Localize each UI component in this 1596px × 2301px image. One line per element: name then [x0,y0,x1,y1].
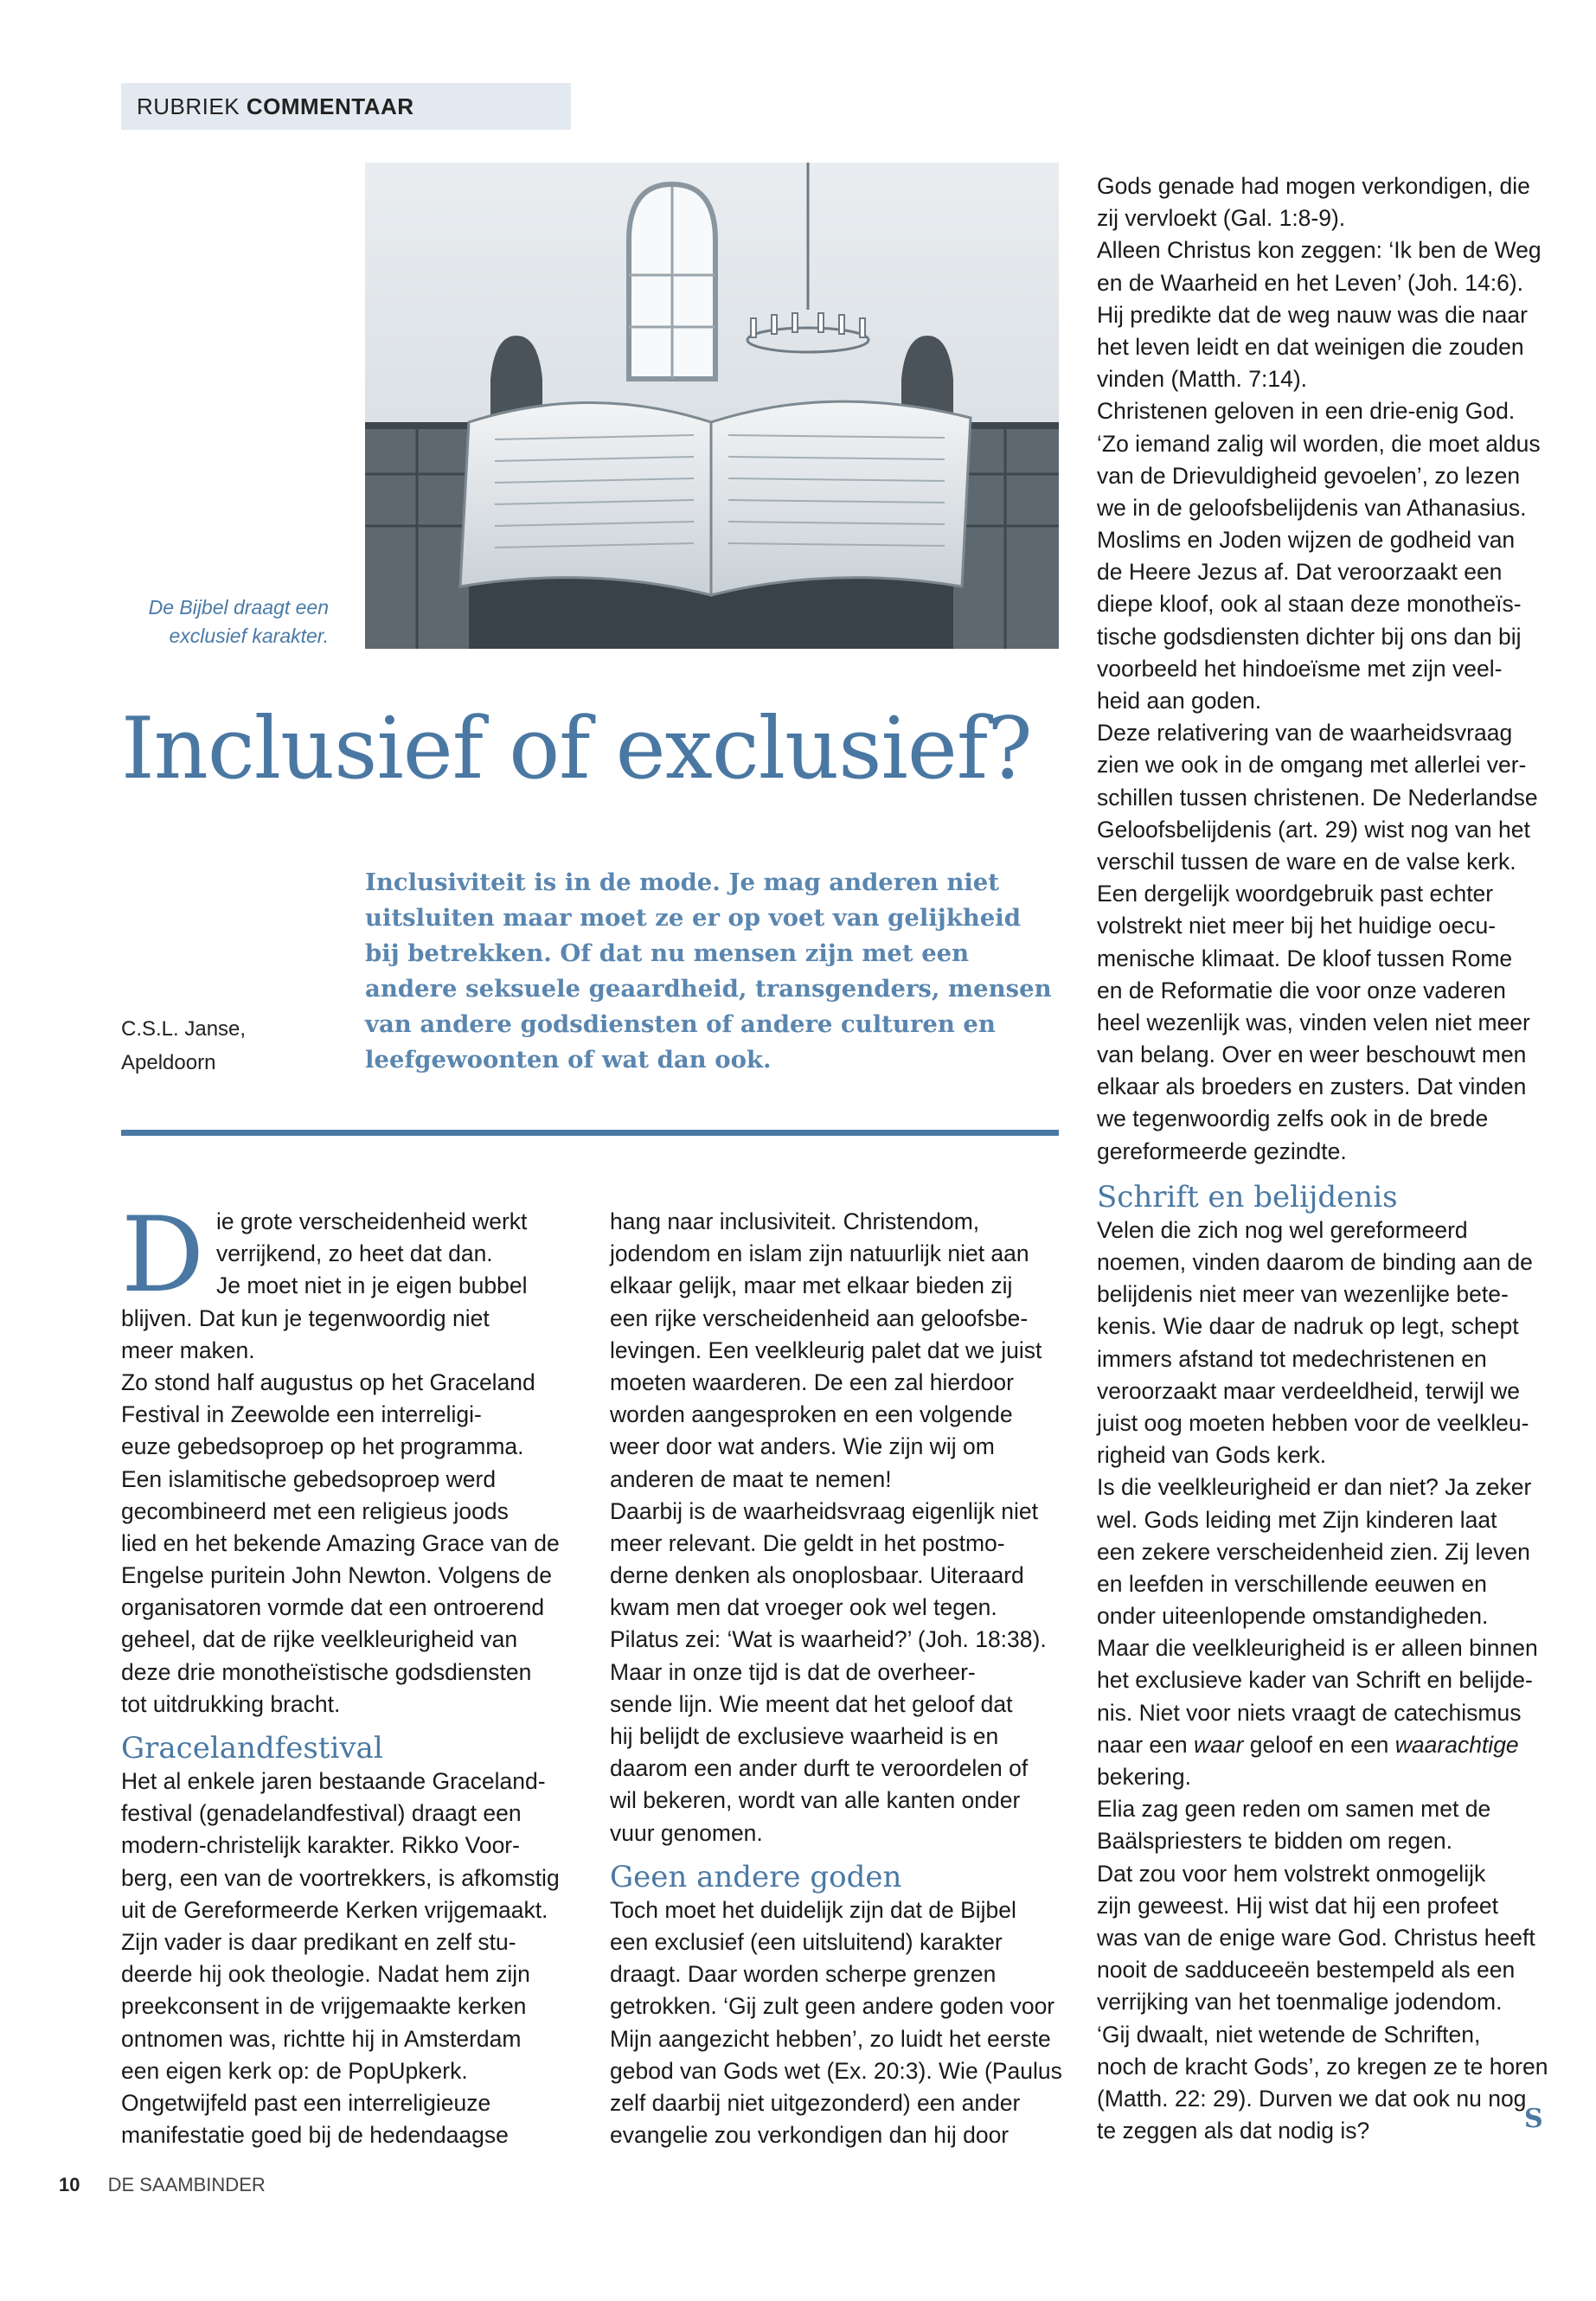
text-line: heid aan goden. [1097,688,1262,714]
text-line: Engelse puritein John Newton. Volgens de [121,1562,552,1589]
text-line: righeid van Gods kerk. [1097,1442,1327,1469]
text-line-italic [1097,1729,1547,1761]
paragraph-block [610,1206,1060,1849]
paragraph-block [121,1303,571,1721]
text-line: voorbeeld het hindoeïsme met zijn veel- [1097,655,1503,682]
caption-line: De Bijbel draagt een [148,596,329,619]
text-line: Geloofsbelijdenis (art. 29) wist nog van het [1097,816,1530,843]
text-line: en de Reformatie die voor onze vaderen [1097,977,1506,1003]
text-line: Moslims en Joden wijzen de godheid van [1097,527,1516,554]
text-line: derne denken als onoplosbaar. Uiteraard [610,1562,1024,1589]
text-fragment: naar een [1097,1731,1194,1758]
text-line: manifestatie goed bij de hedendaagse [121,2122,509,2149]
author-city: Apeldoorn [121,1051,216,1074]
lead-line: andere seksuele geaardheid, transgenders, mensen [365,975,1052,1003]
text-line: kenis. Wie daar de nadruk op legt, schept [1097,1313,1519,1340]
text-line: Toch moet het duidelijk zijn dat de Bijbel [610,1896,1016,1923]
text-line: Zo stond half augustus op het Graceland [121,1368,535,1395]
text-line: wel. Gods leiding met Zijn kinderen laat [1097,1506,1497,1533]
text-line: daarom een ander durft te veroordelen of [610,1755,1029,1782]
text-line: een zekere verscheidenheid zien. Zij leven [1097,1538,1530,1565]
text-line: deerde hij ook theologie. Nadat hem zijn [121,1961,530,1988]
subheading-schrift-en-belijdenis: Schrift en belijdenis [1097,1179,1398,1215]
text-line: geheel, dat de rijke veelkleurigheid van [121,1626,518,1653]
text-line: Daarbij is de waarheidsvraag eigenlijk niet [610,1497,1038,1524]
subheading-geen-andere-goden: Geen andere goden [610,1859,902,1894]
text-line: Baälspriesters te bidden om regen. [1097,1828,1452,1855]
text-line: kwam men dat vroeger ook wel tegen. [610,1594,997,1621]
column-2 [610,1206,1060,2151]
text-line: een eigen kerk op: de PopUpkerk. [121,2057,468,2084]
text-line: vuur genomen. [610,1819,763,1846]
text-line: Gods genade had mogen verkondigen, die [1097,173,1530,199]
author-name: C.S.L. Janse, [121,1017,247,1041]
text-line: schillen tussen christenen. De Nederlandse [1097,784,1538,811]
emphasis: waar [1193,1731,1244,1758]
section-label [121,83,571,130]
text-line: het leven leidt en dat weinigen die zouden [1097,333,1524,360]
text-line: hang naar inclusiviteit. Christendom, [610,1208,980,1234]
text-line: de Heere Jezus af. Dat veroorzaakt een [1097,559,1503,586]
text-line: uit de Gereformeerde Kerken vrijgemaakt. [121,1896,548,1923]
drop-cap: D [121,1195,205,1316]
lead-line: leefgewoonten of wat dan ook. [365,1046,772,1074]
divider-rule [121,1130,1059,1136]
text-line: verrijkend, zo heet dat dan. [216,1240,493,1267]
text-line: organisatoren vormde dat een ontroerend [121,1594,545,1621]
text-line: sende lijn. Wie meent dat het geloof dat [610,1690,1013,1717]
text-line: zelf daarbij niet uitgezonderd) een ander [610,2089,1021,2116]
text-line: onder uiteenlopende omstandigheden. [1097,1603,1489,1630]
paragraph-block [1097,1215,1547,1729]
text-line: deze drie monotheïstische godsdiensten [121,1658,532,1685]
text-line: we tegenwoordig zelfs ook in de brede [1097,1106,1489,1132]
text-line: Elia zag geen reden om samen met de [1097,1796,1491,1823]
text-line: ‘Gij dwaalt, niet wetende de Schriften, [1097,2021,1481,2048]
text-line: zijn geweest. Hij wist dat hij een profeet [1097,1892,1498,1919]
text-line: vinden (Matth. 7:14). [1097,366,1308,393]
text-line: bekering. [1097,1764,1192,1790]
text-line: Is die veelkleurigheid er dan niet? Ja zeker [1097,1474,1532,1501]
text-line: diepe kloof, ook al staan deze monotheïs- [1097,591,1522,618]
text-fragment: geloof en een [1243,1731,1395,1758]
text-line: worden aangesproken en een volgende [610,1401,1013,1428]
text-line: Een islamitische gebedsoproep werd [121,1465,497,1492]
lead-line: uitsluiten maar moet ze er op voet van gelijkheid [365,904,1021,932]
text-line: Festival in Zeewolde een interreligi- [121,1401,482,1428]
text-line: Maar in onze tijd is dat de overheer- [610,1658,976,1685]
text-line: blijven. Dat kun je tegenwoordig niet [121,1304,490,1331]
text-line: meer maken. [121,1336,255,1363]
rubriek-label: RUBRIEK [137,93,240,119]
text-line: hij belijdt de exclusieve waarheid is en [610,1723,999,1749]
page-footer [59,2174,266,2196]
paragraph-block [1097,1761,1547,2147]
text-line: ontnomen was, richtte hij in Amsterdam [121,2025,522,2052]
text-line: anderen de maat te nemen! [610,1465,892,1492]
caption-line: exclusief karakter. [169,625,329,647]
text-line: modern-christelijk karakter. Rikko Voor- [121,1832,520,1859]
text-line: ie grote verscheidenheid werkt [216,1208,528,1234]
text-line: tische godsdiensten dichter bij ons dan bij [1097,623,1522,650]
text-line: Je moet niet in je eigen bubbel [216,1272,528,1299]
end-mark: S [1524,2104,1543,2134]
text-line: en leefden in verschillende eeuwen en [1097,1570,1487,1597]
text-line: een exclusief (een uitsluitend) karakter [610,1928,1003,1955]
author-byline [121,1012,246,1080]
text-line: draagt. Daar worden scherpe grenzen [610,1961,997,1988]
text-line: zien we ook in de omgang met allerlei ver- [1097,752,1527,779]
text-line: gereformeerde gezindte. [1097,1138,1347,1164]
text-line: meer relevant. Die geldt in het postmo- [610,1529,1005,1556]
paragraph-block [610,1894,1060,2152]
paragraph-block [121,1766,571,2151]
text-line: volstrekt niet meer bij het huidige oecu- [1097,913,1497,939]
text-line: tot uitdrukking bracht. [121,1690,341,1717]
text-line: Dat zou voor hem volstrekt onmogelijk [1097,1860,1486,1887]
text-line: nis. Niet voor niets vraagt de catechismus [1097,1699,1522,1726]
text-line: getrokken. ‘Gij zult geen andere goden voor [610,1993,1055,2020]
text-line: weer door wat anders. Wie zijn wij om [610,1433,995,1460]
bible-photo [365,163,1059,649]
text-line: Ongetwijfeld past een interreligieuze [121,2089,491,2116]
text-line: levingen. Een veelkleurig palet dat we juist [610,1336,1042,1363]
text-line: preekconsent in de vrijgemaakte kerken [121,1993,527,2020]
text-line: noemen, vinden daarom de binding aan de [1097,1249,1533,1275]
text-line: elkaar gelijk, maar met elkaar bieden zij [610,1272,1013,1299]
lead-line: van andere godsdiensten of andere culturen en [365,1010,996,1038]
text-line: elkaar als broeders en zusters. Dat vinden [1097,1074,1527,1100]
text-line: Pilatus zei: ‘Wat is waarheid?’ (Joh. 18:38). [610,1626,1047,1653]
text-line: (Matth. 22: 29). Durven we dat ook nu nog [1097,2085,1527,2112]
text-line: noch de kracht Gods’, zo kregen ze te horen [1097,2053,1548,2080]
magazine-name: DE SAAMBINDER [107,2174,266,2195]
column-3 [1097,170,1547,2147]
text-line: lied en het bekende Amazing Grace van de [121,1529,560,1556]
page-number: 10 [59,2174,80,2195]
text-line: gecombineerd met een religieus joods [121,1497,509,1524]
subheading-gracelandfestival: Gracelandfestival [121,1731,383,1766]
text-line: Alleen Christus kon zeggen: ‘Ik ben de Weg [1097,237,1542,264]
text-line: het exclusieve kader van Schrift en belijde- [1097,1667,1533,1694]
text-line: en de Waarheid en het Leven’ (Joh. 14:6). [1097,269,1524,296]
photo-caption [121,593,329,651]
text-line: zij vervloekt (Gal. 1:8-9). [1097,205,1346,232]
article-title: Inclusief of exclusief? [121,700,1032,798]
paragraph-block [1097,170,1547,1168]
text-line: gebod van Gods wet (Ex. 20:3). Wie (Paulus [610,2057,1062,2084]
text-line: nooit de sadduceeën bestempeld als een [1097,1957,1516,1984]
text-line: was van de enige ware God. Christus heeft [1097,1924,1535,1951]
text-line: we in de geloofsbelijdenis van Athanasius. [1097,494,1527,521]
text-line: evangelie zou verkondigen dan hij door [610,2122,1010,2149]
text-line: Zijn vader is daar predikant en zelf stu- [121,1928,516,1955]
text-line: ‘Zo iemand zalig wil worden, die moet aldus [1097,430,1541,457]
lead-line: bij betrekken. Of dat nu mensen zijn met een [365,939,970,967]
text-line: veroorzaakt maar verdeeldheid, terwijl we [1097,1377,1520,1404]
text-line: van belang. Over en weer beschouwt men [1097,1042,1527,1068]
column-1 [121,1195,571,2151]
text-line: Maar die veelkleurigheid is er alleen binnen [1097,1635,1538,1662]
dropcap-paragraph [121,1195,571,1316]
emphasis: waarachtige [1394,1731,1519,1758]
text-line: een rijke verscheidenheid aan geloofsbe- [610,1304,1029,1331]
text-line: immers afstand tot medechristenen en [1097,1345,1487,1372]
article-lead [365,865,1052,1078]
text-line: verschil tussen de ware en de valse kerk. [1097,848,1516,875]
text-line: euze gebedsoproep op het programma. [121,1433,524,1460]
text-line: Hij predikte dat de weg nauw was die naar [1097,301,1528,328]
text-line: Deze relativering van de waarheidsvraag [1097,720,1513,747]
text-line: menische klimaat. De kloof tussen Rome [1097,945,1513,971]
text-line: heel wezenlijk was, vinden velen niet meer [1097,1009,1530,1035]
text-line: Een dergelijk woordgebruik past echter [1097,881,1494,907]
text-line: festival (genadelandfestival) draagt een [121,1800,522,1827]
text-line: wil bekeren, wordt van alle kanten onder [610,1787,1021,1814]
text-line: Mijn aangezicht hebben’, zo luidt het eerste [610,2025,1051,2052]
lead-line: Inclusiviteit is in de mode. Je mag anderen niet [365,868,999,896]
text-line: Velen die zich nog wel gereformeerd [1097,1216,1468,1243]
text-line: berg, een van de voortrekkers, is afkomstig [121,1864,560,1891]
text-line: jodendom en islam zijn natuurlijk niet aan [610,1240,1029,1267]
rubriek-name: COMMENTAAR [246,93,414,119]
text-line: juist oog moeten hebben voor de veelkleu- [1097,1409,1529,1436]
text-line: Het al enkele jaren bestaande Graceland- [121,1768,546,1794]
text-line: belijdenis niet meer van wezenlijke bete- [1097,1281,1509,1308]
text-line: van de Drievuldigheid gevoelen’, zo lezen [1097,462,1521,489]
text-line: te zeggen als dat nodig is? [1097,2118,1370,2144]
text-line: moeten waarderen. De een zal hierdoor [610,1368,1014,1395]
text-line: verrijking van het toenmalige jodendom. [1097,1989,1503,2016]
text-line: Christenen geloven in een drie-enig God. [1097,398,1516,425]
